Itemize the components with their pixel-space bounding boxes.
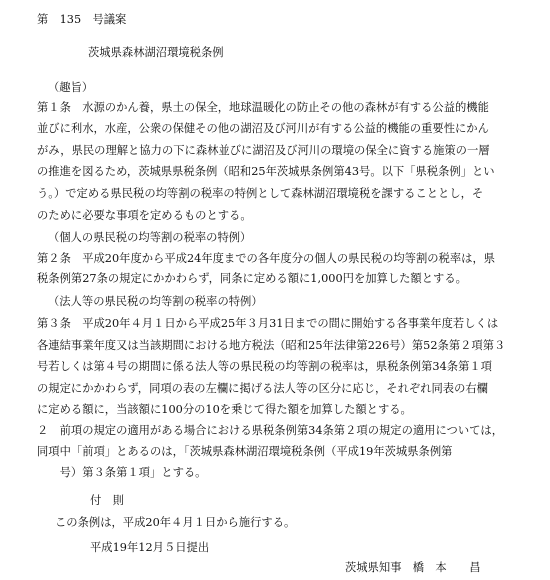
article-3-line: に定める額に，当該額に100分の10を乗じて得た額を加算した額とする。 [37, 403, 412, 416]
article-1-heading: （趣旨） [48, 81, 94, 94]
article-1-line: がみ，県民の理解と協力の下に森林並びに湖沼及び河川の環境の保全に資する施策の一層 [37, 144, 490, 157]
article-1-line: の推進を図るため，茨城県県税条例（昭和25年茨城県条例第43号。以下「県税条例」とい [37, 165, 495, 178]
ordinance-title: 茨城県森林湖沼環境税条例 [88, 46, 224, 59]
bill-number: 第 135 号議案 [37, 13, 127, 26]
article-1-line: のために必要な事項を定めるものとする。 [37, 209, 252, 222]
article-3-line: の規定にかかわらず，同項の表の左欄に掲げる法人等の区分に応じ，それぞれ同表の右欄 [37, 382, 488, 395]
article-3-heading: （法人等の県民税の均等割の税率の特例） [48, 295, 263, 308]
governor-signature: 茨城県知事 橋 本 昌 [345, 561, 481, 574]
article-3-paragraph-2-line: 同項中「前項」とあるのは，「茨城県森林湖沼環境税条例（平成19年茨城県条例第 [37, 445, 453, 458]
article-1-line: 第１条 水源のかん養，県土の保全，地球温暖化の防止その他の森林が有する公益的機能 [37, 101, 489, 114]
article-3-paragraph-2-line: ２ 前項の規定の適用がある場合における県税条例第34条第２項の規定の適用については， [37, 424, 504, 437]
article-3-line: 第３条 平成20年４月１日から平成25年３月31日までの間に開始する各事業年度若しくは [37, 317, 499, 330]
submitted-date: 平成19年12月５日提出 [90, 541, 210, 554]
supplementary-heading: 付 則 [90, 494, 124, 507]
article-1-line: 並びに利水，水産，公衆の保健その他の湖沼及び河川が有する公益的機能の重要性にかん [37, 122, 489, 135]
article-3-line: 各連結事業年度又は当該期間における地方税法（昭和25年法律第226号）第52条第２項第３ [37, 339, 506, 352]
article-3-line: 号若しくは第４号の期間に係る法人等の県民税の均等割の税率は，県税条例第34条第１項 [37, 360, 492, 373]
supplementary-text: この条例は，平成20年４月１日から施行する。 [55, 516, 296, 529]
article-2-heading: （個人の県民税の均等割の税率の特例） [48, 231, 252, 244]
article-2-line: 税条例第27条の規定にかかわらず，同条に定める額に1,000円を加算した額とする。 [37, 272, 467, 285]
article-1-line: う。）で定める県民税の均等割の税率の特例として森林湖沼環境税を課することとし，そ [37, 187, 484, 200]
article-3-paragraph-2-line: 号）第３条第１項」とする。 [37, 466, 207, 479]
article-2-line: 第２条 平成20年度から平成24年度までの各年度分の個人の県民税の均等割の税率は，県 [37, 252, 496, 265]
